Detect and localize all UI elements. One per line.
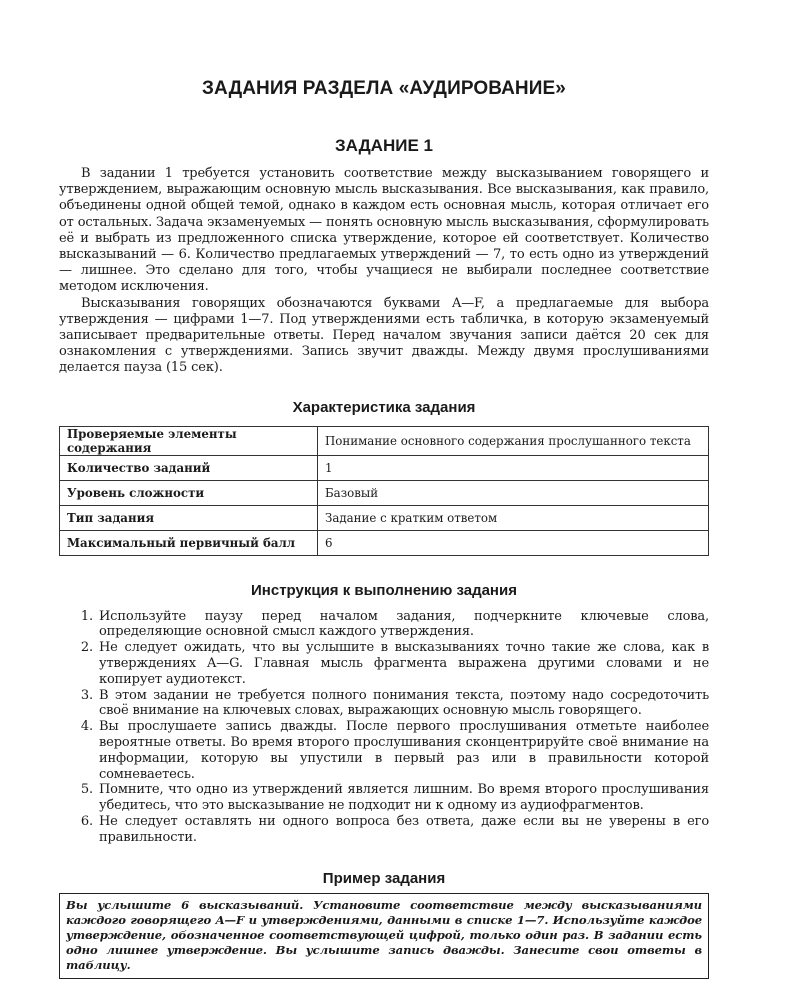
- example-heading: Пример задания: [322, 869, 446, 887]
- table-row: [60, 530, 709, 555]
- list-item: 3. В этом задании не требуется полного понимания текста, поэтому надо сосредоточить своё внимание на ключевых словах, выражающих основную мысль говорящего.: [97, 688, 709, 720]
- row-label: Максимальный первичный балл: [60, 530, 318, 555]
- example-text: Вы услышите 6 высказываний. Установите соответствие между высказываниями каждого говорящего A—F и утверждениями, данными в списке 1—7. Используйте каждое утверждение, обозначенное соответствующей цифрой, только один раз. В задании есть одно лишнее утверждение. Вы услышите запись дважды. Занесите свои ответы в таблицу.: [66, 897, 702, 972]
- list-item: 2. Не следует ожидать, что вы услышите в высказываниях точно такие же слова, как в утверждениях A—G. Главная мысль фрагмента выражена другими словами и не копирует аудиотекст.: [97, 640, 709, 687]
- table-row: [60, 455, 709, 480]
- row-label: Проверяемые элементы содержания: [60, 426, 318, 455]
- row-label: Тип задания: [60, 505, 318, 530]
- table-row: [60, 505, 709, 530]
- list-item: 6. Не следует оставлять ни одного вопроса без ответа, даже если вы не уверены в его правильности.: [97, 814, 709, 846]
- example-box: [59, 893, 709, 979]
- row-value: Задание с кратким ответом: [318, 505, 709, 530]
- row-value: Понимание основного содержания прослушанного текста: [318, 426, 709, 455]
- table-row: [60, 426, 709, 455]
- instructions-heading: Инструкция к выполнению задания: [251, 581, 517, 599]
- instructions-list: [59, 609, 709, 846]
- list-item: 4. Вы прослушаете запись дважды. После первого прослушивания отметьте наиболее вероятные ответы. Во время второго прослушивания сконцентрируйте своё внимание на информации, которую вы упустили в первый раз или в правильности которой сомневаетесь.: [97, 719, 709, 782]
- intro-paragraph-2: Высказывания говорящих обозначаются буквами A—F, а предлагаемые для выбора утверждения — цифрами 1—7. Под утверждениями есть табличка, в которую экзаменуемый записывает предварительные ответы. Перед началом звучания записи даётся 20 сек для ознакомления с утверждениями. Запись звучит дважды. Между двумя прослушиваниями делается пауза (15 сек).: [59, 295, 709, 376]
- list-item: 1. Используйте паузу перед началом задания, подчеркните ключевые слова, определяющие основной смысл каждого утверждения.: [97, 609, 709, 641]
- intro-paragraph-1: В задании 1 требуется установить соответствие между высказыванием говорящего и утверждением, выражающим основную мысль высказывания. Все высказывания, как правило, объединены одной общей темой, однако в каждом есть основная мысль, которая отличает его от остальных. Задача экзаменуемых — понять основную мысль высказывания, сформулировать её и выбрать из предложенного списка утверждение, которое ей соответствует. Количество высказываний — 6. Количество предлагаемых утверждений — 7, то есть одно из утверждений — лишнее. Это сделано для того, чтобы учащиеся не выбирали последнее соответствие методом исключения.: [59, 166, 709, 295]
- task-title: ЗАДАНИЕ 1: [335, 136, 433, 155]
- table-row: [60, 480, 709, 505]
- row-value: 1: [318, 455, 709, 480]
- list-item: 5. Помните, что одно из утверждений является лишним. Во время второго прослушивания убедитесь, что это высказывание не подходит ни к одному из аудиофрагментов.: [97, 782, 709, 814]
- characteristics-table: [59, 426, 709, 556]
- characteristics-heading: Характеристика задания: [292, 398, 476, 416]
- section-title: ЗАДАНИЯ РАЗДЕЛА «АУДИРОВАНИЕ»: [202, 78, 566, 99]
- row-value: Базовый: [318, 480, 709, 505]
- row-label: Количество заданий: [60, 455, 318, 480]
- page: [59, 68, 709, 979]
- row-label: Уровень сложности: [60, 480, 318, 505]
- row-value: 6: [318, 530, 709, 555]
